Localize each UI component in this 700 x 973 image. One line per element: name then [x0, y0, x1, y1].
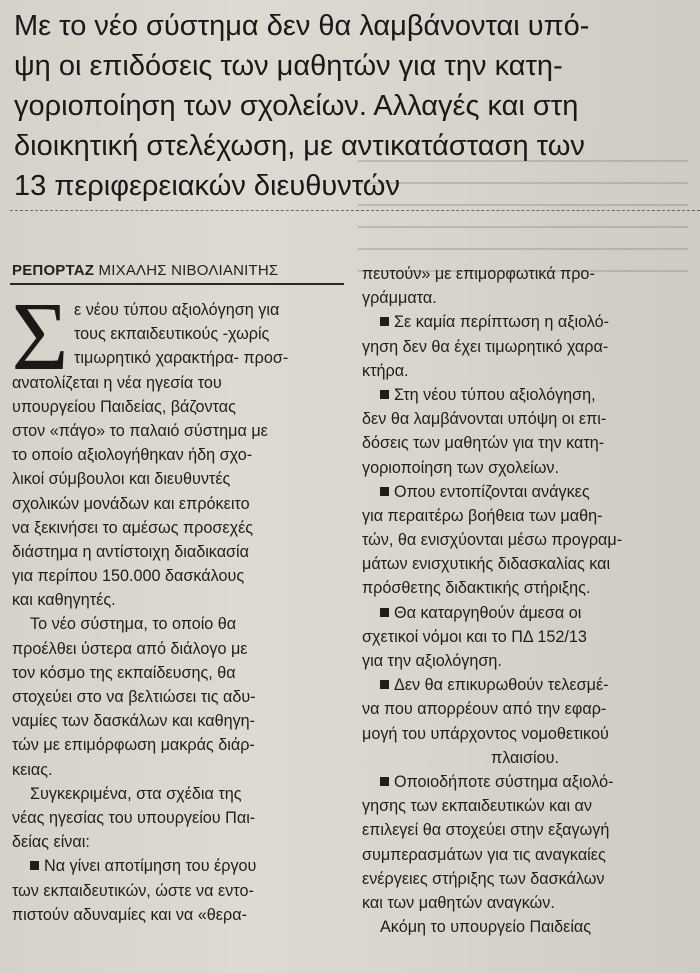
text-line: ναμίες των δασκάλων και καθηγη- [12, 712, 256, 731]
drop-cap: Σ [11, 283, 69, 391]
text-line: προέλθει ύστερα από διάλογο με [12, 639, 248, 658]
text-line: για περίπου 150.000 δασκάλους [12, 567, 245, 586]
headline-line: γοριοποίηση των σχολείων. Αλλαγές και στη [14, 90, 579, 122]
bullet-text: Οπου εντοπίζονται ανάγκες [394, 482, 590, 501]
text-line: μογή του υπάρχοντος νομοθετικού [362, 724, 609, 743]
text-line [362, 673, 688, 697]
text-line: πρόσθετης διδακτικής στήριξης. [362, 579, 591, 598]
text-line: να ξεκινήσει το αμέσως προσεχές [12, 518, 254, 537]
text-line: νέας ηγεσίας του υπουργείου Παι- [12, 808, 256, 827]
text-line: μάτων ενισχυτικής διδασκαλίας και [362, 555, 611, 574]
text-line: και των μαθητών αναγκών. [362, 893, 555, 912]
text-line: Το νέο σύστημα, το οποίο θα [30, 615, 237, 634]
text-line: δεν θα λαμβάνονται υπόψη οι επι- [362, 410, 607, 429]
text-line: γράμματα. [362, 289, 437, 308]
bullet-text: Θα καταργηθούν άμεσα οι [394, 603, 582, 622]
bullet-text: Οποιοδήποτε σύστημα αξιολό- [394, 772, 614, 791]
bullet-square-icon [380, 317, 389, 326]
text-line: για την αξιολόγηση. [362, 652, 502, 670]
text-line: ανατολίζεται η νέα ηγεσία του [12, 373, 222, 392]
text-line: και καθηγητές. [12, 591, 116, 610]
text-line: συμπερασμάτων για τις αναγκαίες [362, 845, 606, 864]
text-line: πευτούν» με επιμορφωτικά προ- [362, 265, 595, 283]
bullet-square-icon [380, 777, 389, 786]
text-line: για περαιτέρω βοήθεια των μαθη- [362, 506, 603, 525]
text-line: σχετικοί νόμοι και το ΠΔ 152/13 [362, 627, 587, 646]
byline-author: ΜΙΧΑΛΗΣ ΝΙΒΟΛΙΑΝΙΤΗΣ [98, 262, 279, 279]
text-line: τών με επιμόρφωση μακράς διάρ- [12, 736, 255, 755]
text-line: κειας. [12, 760, 53, 779]
bullet-square-icon [380, 390, 389, 399]
text-line: πιστούν αδυναμίες και να «θερα- [12, 905, 247, 924]
text-line: ενέργειες στήριξης των δασκάλων [362, 869, 605, 888]
text-line: Συγκεκριμένα, στα σχέδια της [30, 784, 242, 803]
text-line [362, 480, 688, 504]
text-line: το οποίο αξιολογήθηκαν ήδη σχο- [12, 446, 253, 465]
text-line: τους εκπαιδευτικούς -χωρίς [74, 325, 270, 344]
text-line: δόσεις των μαθητών για την κατη- [362, 434, 605, 453]
text-line [362, 310, 688, 334]
text-line: διάστημα η αντίστοιχη διαδικασία [12, 542, 250, 561]
headline-line: Με το νέο σύστημα δεν θα λαμβάνονται υπό- [14, 10, 590, 42]
text-line: πλαισίου. [491, 748, 559, 767]
bullet-text: Να γίνει αποτίμηση του έργου [44, 857, 257, 876]
headline-line: 13 περιφερειακών διευθυντών [14, 170, 400, 202]
bullet-square-icon [30, 861, 39, 870]
text-line: στον «πάγο» το παλαιό σύστημα με [12, 421, 268, 440]
text-line: υπουργείου Παιδείας, βάζοντας [12, 397, 236, 416]
text-line: τών, θα ενισχύονται μέσω προγραμ- [362, 531, 623, 550]
text-line: κτήρα. [362, 361, 409, 380]
text-line: δείας είναι: [12, 833, 90, 852]
bullet-square-icon [380, 487, 389, 496]
bullet-text: Στη νέου τύπου αξιολόγηση, [394, 385, 596, 404]
text-line: να που απορρέουν από την εφαρ- [362, 700, 607, 719]
byline-section: ΡΕΠΟΡΤΑΖ [12, 262, 95, 279]
text-line [362, 383, 688, 407]
text-line: γοριοποίηση των σχολείων. [362, 458, 559, 477]
article-column-1 [12, 298, 342, 927]
text-line [362, 770, 688, 794]
text-line: σχολικών μονάδων και επρόκειτο [12, 494, 250, 513]
text-line: επιλεγεί θα στοχεύει στην εξαγωγή [362, 821, 610, 840]
byline [12, 262, 278, 279]
text-line: Ακόμη το υπουργείο Παιδείας [380, 918, 592, 937]
text-line: στοχεύει στο να βελτιώσει τις αδυ- [12, 688, 256, 706]
text-line: ε νέου τύπου αξιολόγηση για [74, 301, 280, 319]
text-line: τιμωρητικό χαρακτήρα- προσ- [74, 349, 289, 368]
bullet-square-icon [380, 608, 389, 617]
text-line [12, 854, 342, 878]
article-column-2 [362, 262, 688, 939]
text-line: λικοί σύμβουλοι και διευθυντές [12, 470, 231, 489]
headline-line: διοικητική στελέχωση, με αντικατάσταση των [14, 130, 585, 162]
bullet-square-icon [380, 680, 389, 689]
text-line: των εκπαιδευτικών, ώστε να εντο- [12, 881, 254, 900]
headline-line: ψη οι επιδόσεις των μαθητών για την κατη- [14, 50, 563, 82]
bullet-text: Σε καμία περίπτωση η αξιολό- [394, 313, 610, 332]
text-line: γηση δεν θα έχει τιμωρητικό χαρα- [362, 337, 609, 356]
text-line: γησης των εκπαιδευτικών και αν [362, 797, 592, 816]
text-line [362, 601, 688, 625]
text-line: τον κόσμο της εκπαίδευσης, θα [12, 663, 236, 682]
bullet-text: Δεν θα επικυρωθούν τελεσμέ- [394, 676, 609, 695]
